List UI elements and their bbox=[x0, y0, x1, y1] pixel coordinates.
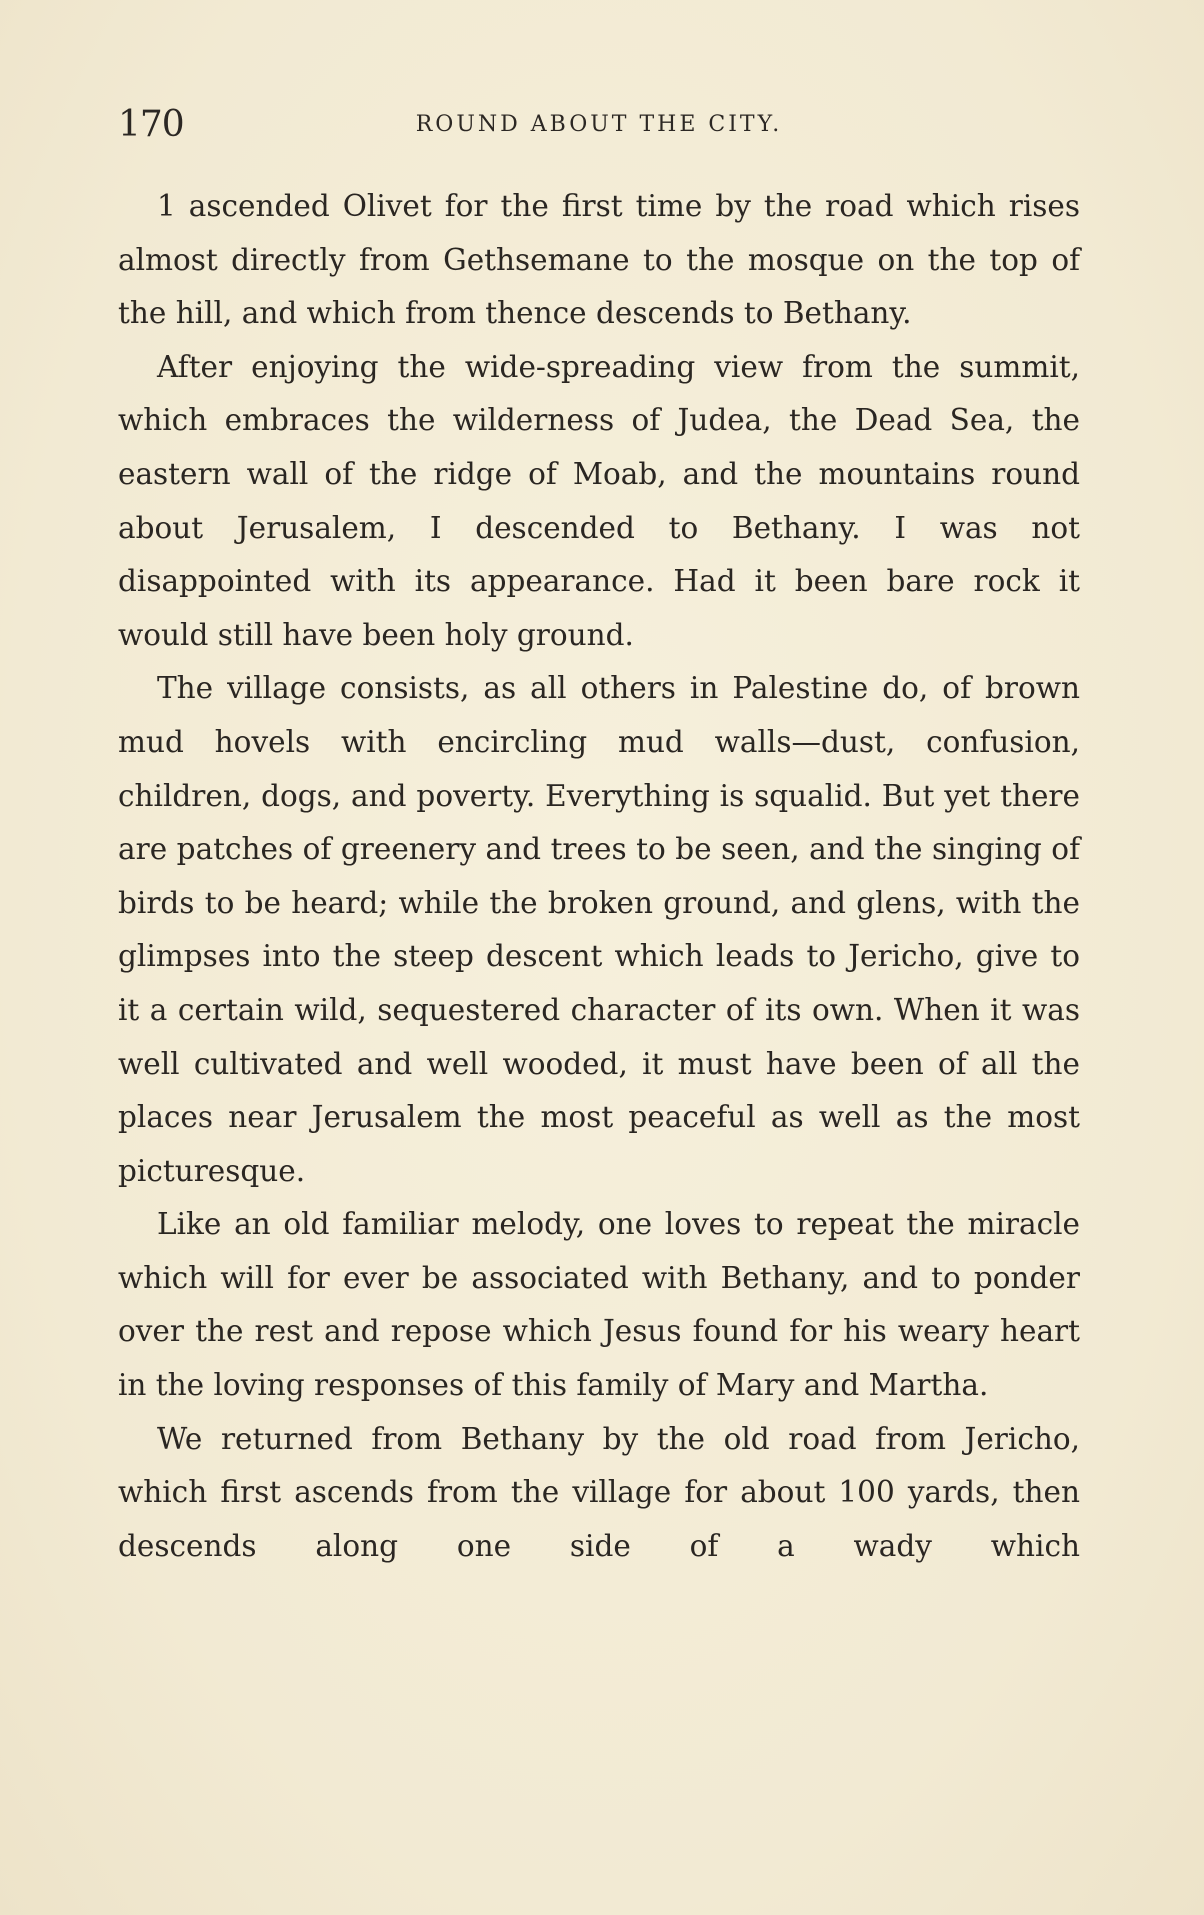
running-head: ROUND ABOUT THE CITY. bbox=[415, 112, 783, 137]
paragraph: The village consists, as all others in Palestine do, of brown mud hovels with encircling mud walls—dust, confusion, children, dogs, and poverty. Everything is squalid. But yet there are patches of greenery and trees to be seen, and the singing of birds to be heard; while the broken ground, and glens, with the glimpses into the steep descent which leads to Jericho, give to it a certain wild, sequestered character of its own. When it was well cultivated and well wooded, it must have been of all the places near Jerusalem the most peaceful as well as the most picturesque. bbox=[118, 671, 1080, 1188]
paragraph: After enjoying the wide-spreading view from the summit, which embraces the wilderness of Judea, the Dead Sea, the eastern wall of the ridge of Moab, and the mountains round about Jerusalem, I descended to Bethany. I was not disappointed with its appearance. Had it been bare rock it would still have been holy ground. bbox=[118, 349, 1080, 652]
paragraph: 1 ascended Olivet for the first time by the road which rises almost directly from Gethsemane to the mosque on the top of the hill, and which from thence descends to Bethany. bbox=[118, 189, 1080, 331]
paragraph: Like an old familiar melody, one loves to repeat the miracle which will for ever be associated with Bethany, and to ponder over the rest and repose which Jesus found for his weary heart in the loving responses of this family of Mary and Martha. bbox=[118, 1207, 1080, 1403]
page-header bbox=[118, 100, 1080, 150]
body-text bbox=[118, 180, 1080, 1573]
paragraph: We returned from Bethany by the old road from Jericho, which first ascends from the village for about 100 yards, then descends along one side of a wady which bbox=[118, 1421, 1080, 1563]
page-number: 170 bbox=[118, 104, 184, 145]
